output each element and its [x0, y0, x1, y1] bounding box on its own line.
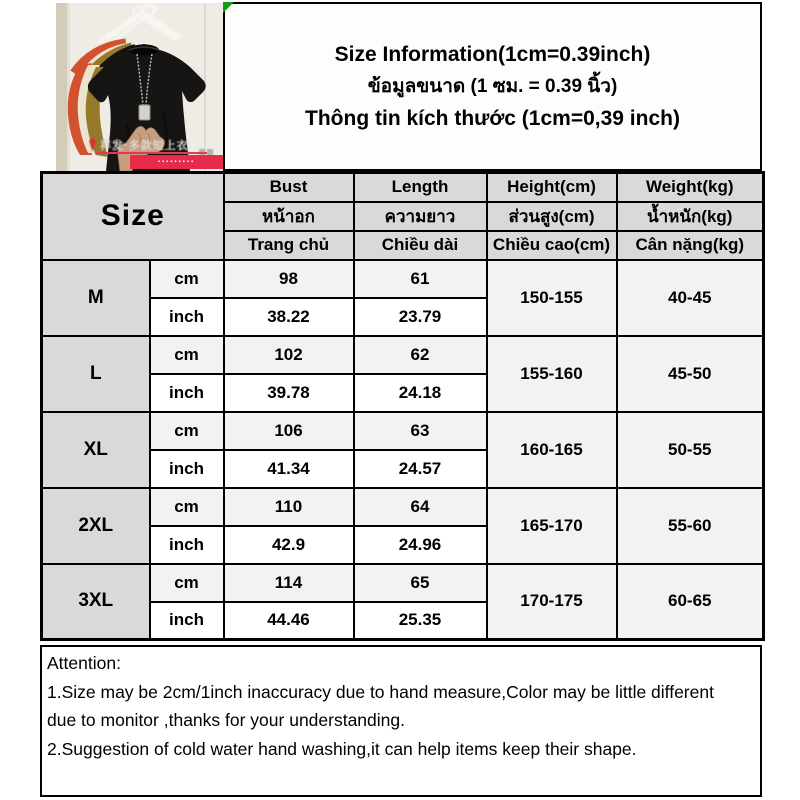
photo-watermark	[88, 136, 189, 153]
unit-cell: inch	[150, 450, 224, 488]
unit-cell: inch	[150, 602, 224, 640]
unit-cell: cm	[150, 260, 224, 298]
watermark-underline	[95, 152, 207, 154]
length-cm-value: 65	[354, 564, 487, 602]
title-english: Size Information(1cm=0.39inch)	[334, 42, 651, 66]
height-range: 170-175	[487, 564, 617, 640]
bust-inch-value: 44.46	[224, 602, 354, 640]
weight-range: 50-55	[617, 412, 764, 488]
size-info-title-box	[223, 2, 762, 171]
corner-marker-icon	[223, 2, 234, 13]
unit-cell: inch	[150, 298, 224, 336]
bust-inch-value: 42.9	[224, 526, 354, 564]
table-row	[42, 412, 764, 450]
table-row	[42, 488, 764, 526]
col-header-bust: Bust	[224, 173, 354, 202]
table-row	[42, 336, 764, 374]
attention-note-1: 1.Size may be 2cm/1inch inaccuracy due to hand measure,Color may be little different due to monitor ,thanks for your understanding.	[47, 681, 714, 730]
unit-cell: cm	[150, 488, 224, 526]
length-cm-value: 63	[354, 412, 487, 450]
length-inch-value: 24.57	[354, 450, 487, 488]
length-cm-value: 61	[354, 260, 487, 298]
photo-red-banner: ▪▪▪▪▪▪▪▪▪	[130, 155, 223, 169]
table-row	[42, 564, 764, 602]
col-header-length-vi: Chiều dài	[354, 231, 487, 260]
table-row	[42, 260, 764, 298]
col-header-bust-vi: Trang chủ	[224, 231, 354, 260]
flower-stamp-icon	[88, 138, 97, 152]
unit-cell: cm	[150, 412, 224, 450]
size-label-cell: M	[42, 260, 150, 336]
col-header-height: Height(cm)	[487, 173, 617, 202]
height-range: 165-170	[487, 488, 617, 564]
length-inch-value: 23.79	[354, 298, 487, 336]
bust-inch-value: 41.34	[224, 450, 354, 488]
size-label-cell: 3XL	[42, 564, 150, 640]
bust-inch-value: 38.22	[224, 298, 354, 336]
size-corner-header: Size	[42, 173, 224, 260]
product-photo	[56, 3, 223, 171]
length-inch-value: 24.96	[354, 526, 487, 564]
col-header-weight-th: น้ำหนัก(kg)	[617, 202, 764, 231]
col-header-height-vi: Chiều cao(cm)	[487, 231, 617, 260]
col-header-weight: Weight(kg)	[617, 173, 764, 202]
size-label-cell: L	[42, 336, 150, 412]
bust-cm-value: 98	[224, 260, 354, 298]
length-cm-value: 62	[354, 336, 487, 374]
size-label-cell: 2XL	[42, 488, 150, 564]
watermark-text: 祥发·多款短上衣	[100, 139, 189, 152]
col-header-length: Length	[354, 173, 487, 202]
bust-inch-value: 39.78	[224, 374, 354, 412]
bust-cm-value: 110	[224, 488, 354, 526]
bust-cm-value: 102	[224, 336, 354, 374]
length-inch-value: 24.18	[354, 374, 487, 412]
attention-box	[40, 645, 762, 797]
weight-range: 60-65	[617, 564, 764, 640]
length-cm-value: 64	[354, 488, 487, 526]
weight-range: 45-50	[617, 336, 764, 412]
attention-note-2: 2.Suggestion of cold water hand washing,it can help items keep their shape.	[47, 738, 637, 759]
size-table	[40, 171, 765, 641]
attention-heading: Attention:	[47, 653, 121, 673]
col-header-length-th: ความยาว	[354, 202, 487, 231]
height-range: 155-160	[487, 336, 617, 412]
col-header-height-th: ส่วนสูง(cm)	[487, 202, 617, 231]
bust-cm-value: 106	[224, 412, 354, 450]
bust-cm-value: 114	[224, 564, 354, 602]
unit-cell: cm	[150, 564, 224, 602]
unit-cell: inch	[150, 526, 224, 564]
header-row-english	[42, 173, 764, 202]
title-vietnamese: Thông tin kích thước (1cm=0,39 inch)	[305, 106, 680, 130]
col-header-weight-vi: Cân nặng(kg)	[617, 231, 764, 260]
title-thai: ข้อมูลขนาด (1 ซม. = 0.39 นิ้ว)	[367, 75, 618, 97]
length-inch-value: 25.35	[354, 602, 487, 640]
height-range: 160-165	[487, 412, 617, 488]
col-header-bust-th: หน้าอก	[224, 202, 354, 231]
height-range: 150-155	[487, 260, 617, 336]
unit-cell: cm	[150, 336, 224, 374]
weight-range: 55-60	[617, 488, 764, 564]
weight-range: 40-45	[617, 260, 764, 336]
size-label-cell: XL	[42, 412, 150, 488]
unit-cell: inch	[150, 374, 224, 412]
